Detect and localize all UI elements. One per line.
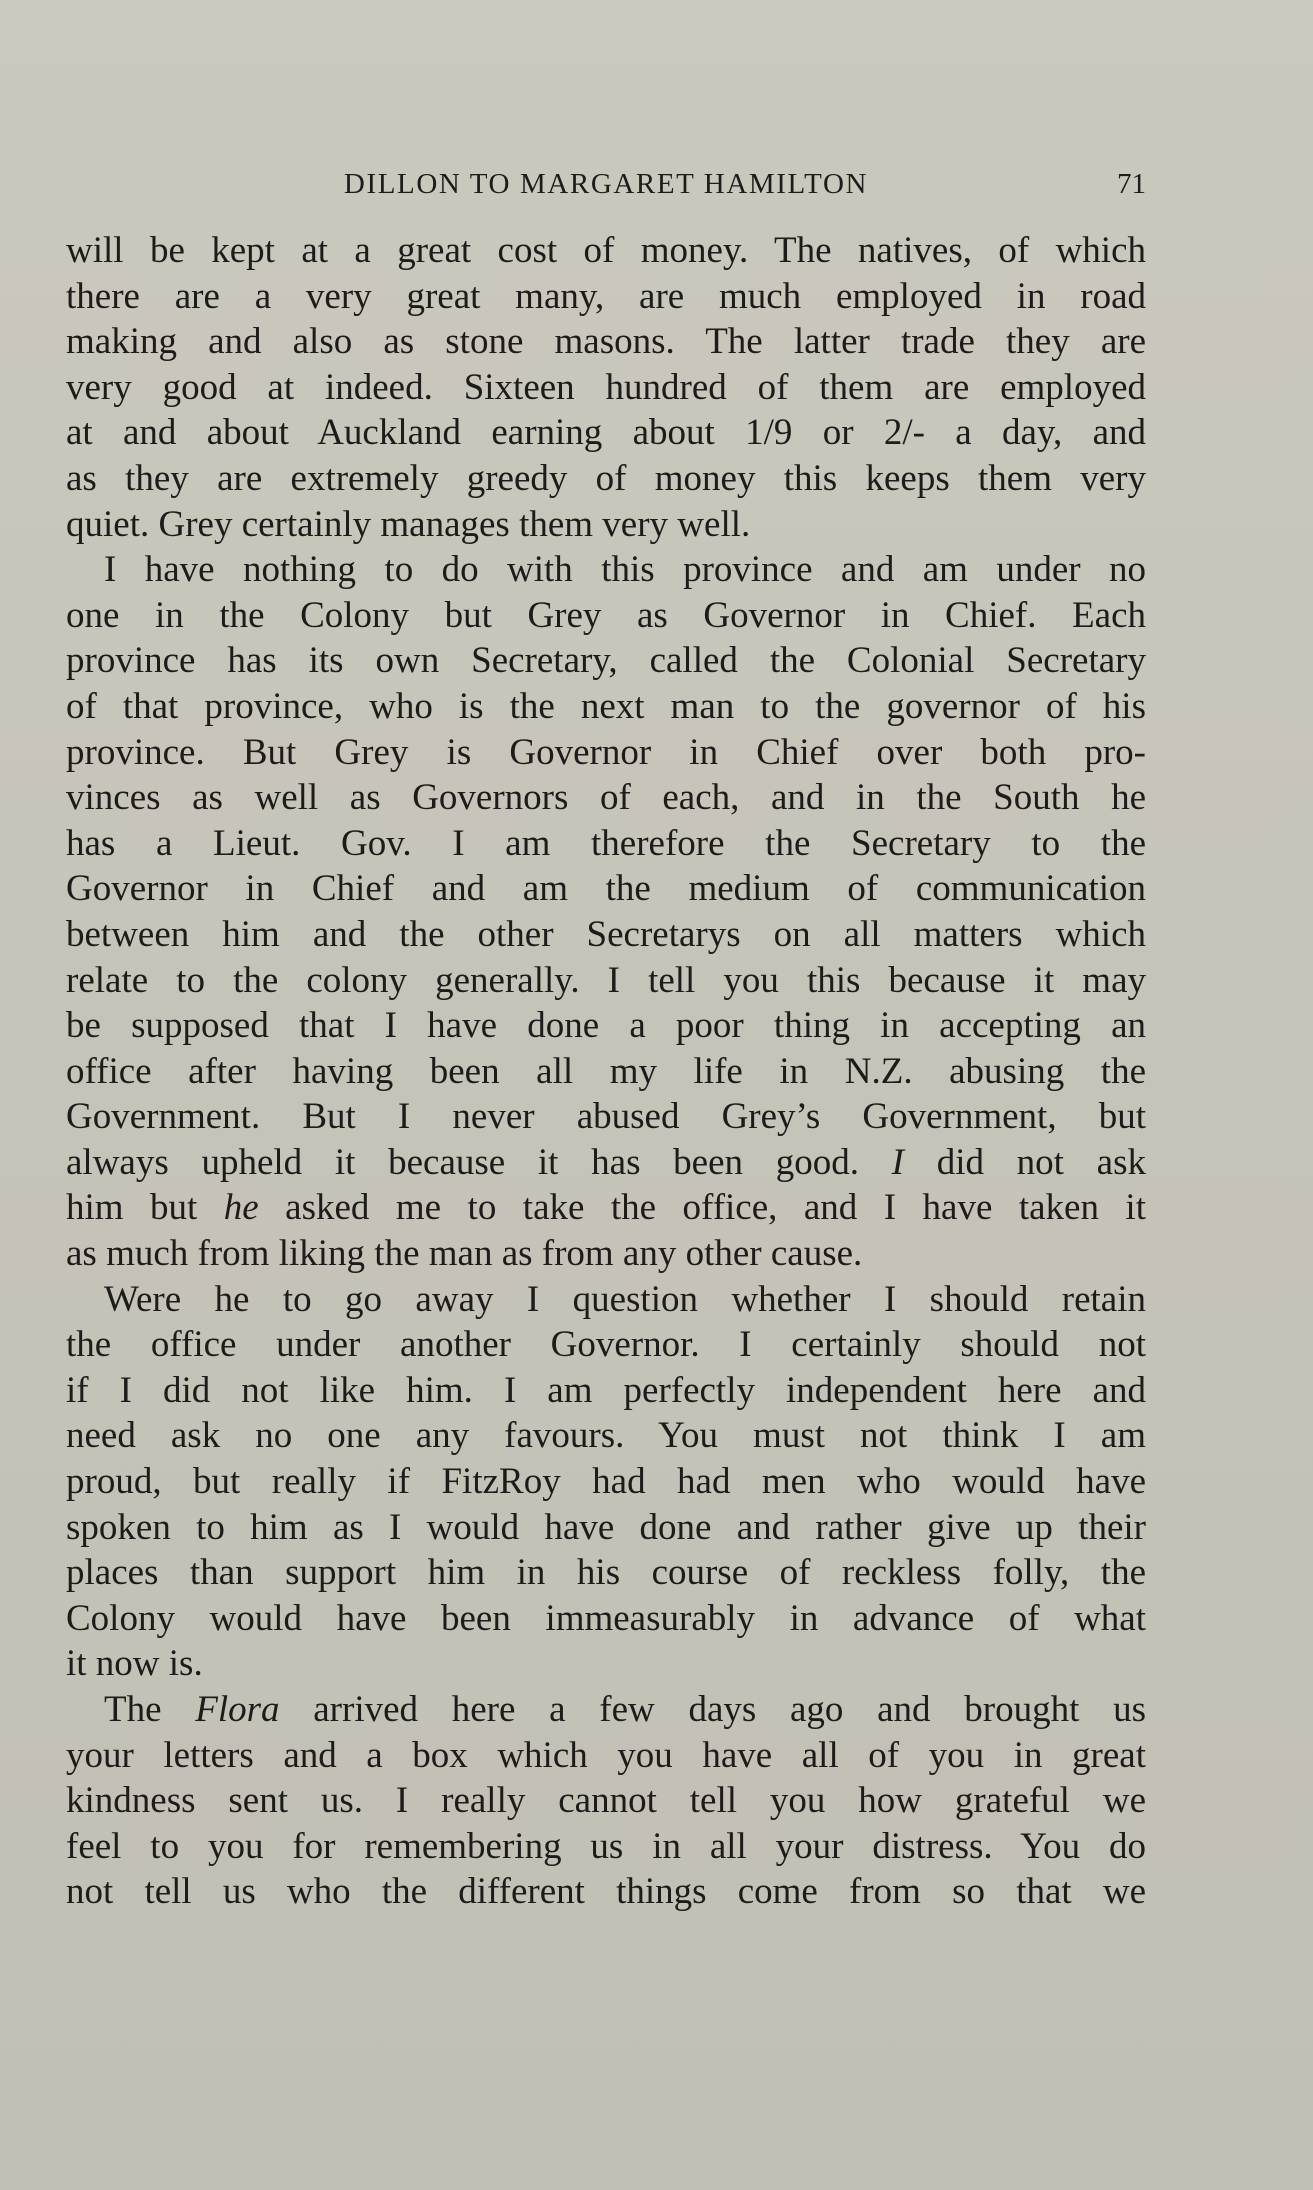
text-run: proud, but really if FitzRoy had had men who would have — [66, 1461, 1146, 1503]
text-line — [66, 958, 1146, 1004]
text-line — [66, 1185, 1146, 1231]
text-run: him but — [66, 1187, 224, 1229]
text-run: your letters and a box which you have all of you in great — [66, 1734, 1146, 1776]
text-line — [66, 912, 1146, 958]
text-run: will be kept at a great cost of money. The natives, of which — [66, 230, 1146, 271]
text-line — [66, 547, 1146, 593]
text-line — [66, 638, 1146, 684]
text-line — [66, 1596, 1146, 1642]
text-line — [66, 1505, 1146, 1551]
italic-text: Flora — [195, 1689, 280, 1730]
text-run: The — [104, 1689, 196, 1730]
text-run: very good at indeed. Sixteen hundred of them are employed — [66, 366, 1146, 408]
text-run: as much from liking the man as from any other cause. — [66, 1233, 863, 1275]
text-run: one in the Colony but Grey as Governor in Chief. Each — [66, 594, 1146, 636]
text-run: making and also as stone masons. The latter trade they are — [66, 321, 1146, 363]
text-run: be supposed that I have done a poor thing in accepting an — [66, 1005, 1146, 1047]
text-line — [66, 456, 1146, 502]
text-line — [66, 1322, 1146, 1368]
text-run: Government. But I never abused Grey’s Government, but — [66, 1096, 1146, 1138]
text-run: I have nothing to do with this province and am under no — [104, 549, 1146, 591]
body-text — [66, 228, 1146, 1915]
text-run: Were he to go away I question whether I should retain — [104, 1278, 1146, 1320]
text-run: always upheld it because it has been good. — [66, 1141, 892, 1183]
text-line — [66, 1003, 1146, 1049]
text-line — [66, 1550, 1146, 1596]
text-run: did not ask — [904, 1141, 1146, 1183]
text-line — [66, 1687, 1146, 1733]
text-run: if I did not like him. I am perfectly independent here and — [66, 1369, 1146, 1411]
text-run: not tell us who the different things come from so that we — [66, 1871, 1146, 1913]
text-line — [66, 1049, 1146, 1095]
text-run: it now is. — [66, 1643, 203, 1685]
running-head — [66, 164, 1146, 204]
text-run: of that province, who is the next man to the governor of his — [66, 685, 1146, 727]
text-run: the office under another Governor. I certainly should not — [66, 1324, 1146, 1366]
text-line — [66, 593, 1146, 639]
text-line — [66, 1368, 1146, 1414]
text-run: spoken to him as I would have done and rather give up their — [66, 1506, 1146, 1548]
text-line — [66, 410, 1146, 456]
text-run: there are a very great many, are much employed in road — [66, 275, 1146, 317]
text-line — [66, 319, 1146, 365]
text-line — [66, 1869, 1146, 1915]
italic-text: I — [891, 1141, 904, 1183]
text-run: feel to you for remembering us in all your distress. You do — [66, 1825, 1146, 1867]
text-line — [66, 1641, 1146, 1687]
italic-text: he — [223, 1187, 259, 1229]
text-run: between him and the other Secretarys on all matters which — [66, 913, 1146, 955]
text-run: need ask no one any favours. You must not think I am — [66, 1415, 1146, 1457]
text-run: Governor in Chief and am the medium of communication — [66, 868, 1146, 910]
text-run: arrived here a few days ago and brought us — [279, 1689, 1146, 1730]
text-line — [66, 274, 1146, 320]
text-line — [66, 1231, 1146, 1277]
text-run: quiet. Grey certainly manages them very well. — [66, 503, 751, 545]
text-line — [66, 1413, 1146, 1459]
text-line — [66, 1094, 1146, 1140]
text-line — [66, 1733, 1146, 1779]
text-line — [66, 730, 1146, 776]
text-line — [66, 866, 1146, 912]
text-line — [66, 684, 1146, 730]
running-title: DILLON TO MARGARET HAMILTON — [343, 168, 869, 200]
text-run: at and about Auckland earning about 1/9 or 2/- a day, and — [66, 412, 1146, 454]
text-run: province. But Grey is Governor in Chief over both pro- — [66, 731, 1146, 773]
text-line — [66, 1140, 1146, 1186]
text-run: has a Lieut. Gov. I am therefore the Secretary to the — [66, 822, 1146, 864]
page-number: 71 — [1117, 168, 1146, 200]
text-line — [66, 1459, 1146, 1505]
text-run: Colony would have been immeasurably in advance of what — [66, 1597, 1146, 1639]
text-line — [66, 228, 1146, 274]
text-line — [66, 502, 1146, 548]
text-line — [66, 821, 1146, 867]
text-run: asked me to take the office, and I have taken it — [258, 1187, 1146, 1229]
text-line — [66, 1778, 1146, 1824]
text-line — [66, 1277, 1146, 1323]
text-run: kindness sent us. I really cannot tell you how grateful we — [66, 1780, 1146, 1822]
text-run: places than support him in his course of reckless folly, the — [66, 1552, 1146, 1594]
text-run: as they are extremely greedy of money this keeps them very — [66, 457, 1146, 499]
text-run: relate to the colony generally. I tell you this because it may — [66, 959, 1146, 1001]
text-line — [66, 775, 1146, 821]
text-line — [66, 1824, 1146, 1870]
text-run: office after having been all my life in N.Z. abusing the — [66, 1050, 1146, 1092]
text-run: province has its own Secretary, called the Colonial Secretary — [66, 640, 1146, 682]
text-run: vinces as well as Governors of each, and in the South he — [66, 777, 1146, 819]
text-line — [66, 365, 1146, 411]
